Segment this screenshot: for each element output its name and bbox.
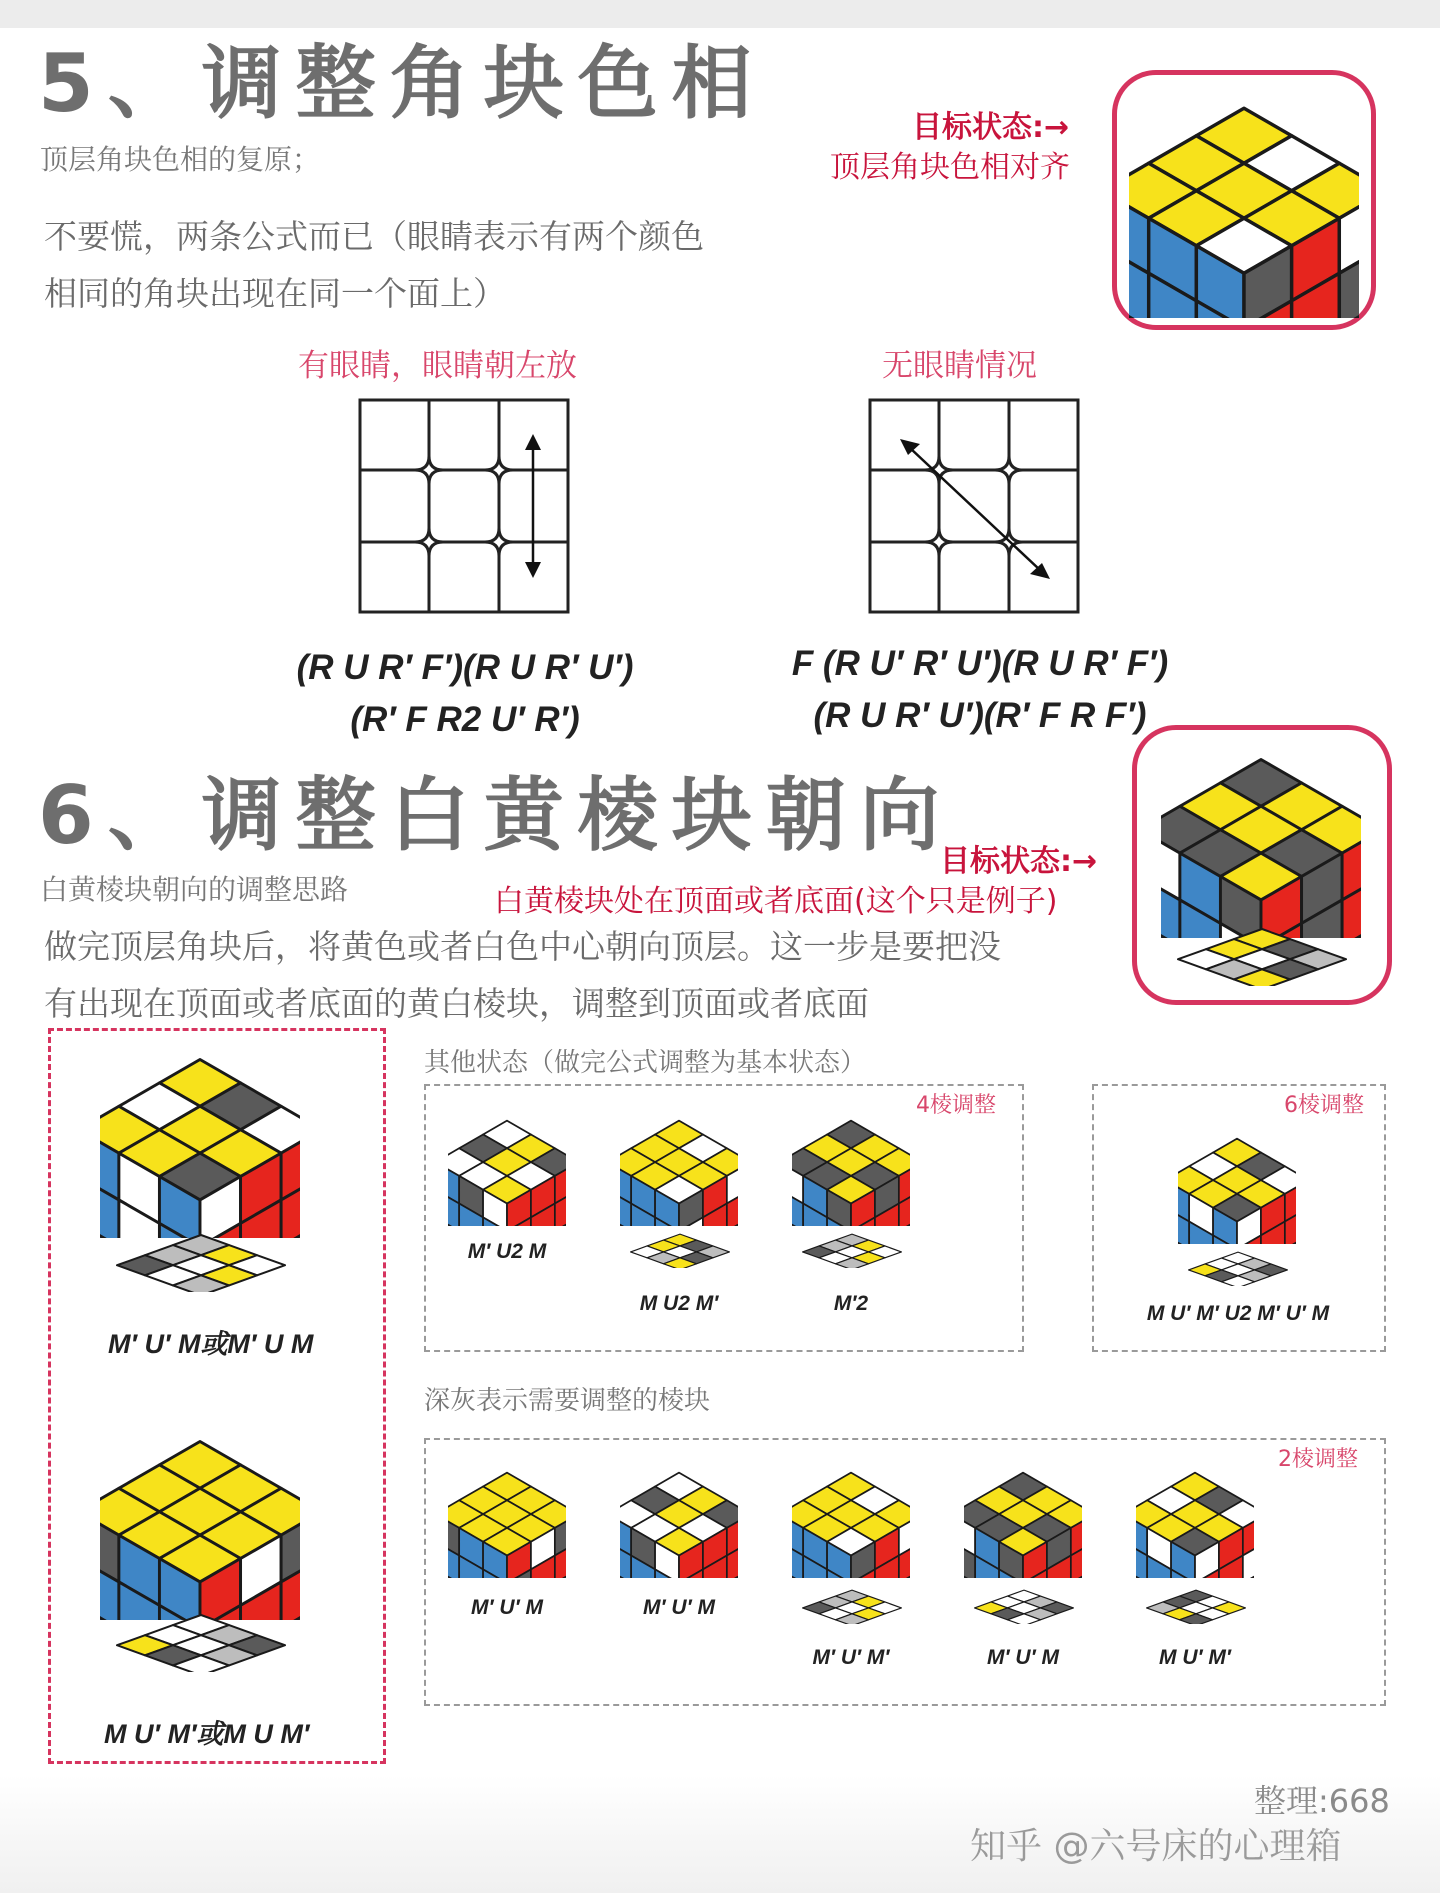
target-bottom-face [1177, 926, 1347, 986]
four-edge-caption-3: M′2 [833, 1292, 869, 1315]
section5-target-title: 目标状态:→ [912, 110, 1070, 145]
two-edge-caption-2: M′ U′ M [643, 1596, 715, 1619]
four-edge-caption-1: M′ U2 M [467, 1240, 547, 1263]
section6-body-line2: 有出现在顶面或者底面的黄白棱块，调整到顶面或者底面 [44, 984, 869, 1023]
two-edge-cube-4 [964, 1460, 1082, 1578]
case-no-eyes-formula-line1: F (R U′ R′ U′)(R U R′ F′) [791, 644, 1169, 683]
case-eyes-label: 有眼睛，眼睛朝左放 [298, 348, 577, 384]
basic-caption-2: M U′ M′或M U M′ [104, 1719, 310, 1749]
basic-bottom-2 [116, 1612, 286, 1672]
four-edge-caption-2: M U2 M′ [639, 1292, 719, 1315]
section5-title: 5、调整角块色相 [38, 37, 766, 130]
case-eyes-formula-line1: (R U R′ F′)(R U R′ U′) [296, 648, 634, 687]
two-edge-bottom-4 [974, 1588, 1074, 1624]
case-eyes-formula [240, 642, 690, 746]
four-edge-cube-3 [792, 1108, 910, 1226]
six-edge-cube [1178, 1126, 1296, 1244]
section5-subtitle: 顶层角块色相的复原； [40, 143, 321, 176]
section6-target-text: 白黄棱块处在顶面或者底面(这个只是例子) [494, 884, 1058, 919]
dark-grey-note: 深灰表示需要调整的棱块 [424, 1386, 711, 1416]
two-edge-bottom-3 [802, 1588, 902, 1624]
no-eyes-diagram [868, 398, 1080, 614]
six-edge-bottom [1188, 1250, 1288, 1286]
two-edge-caption-4: M′ U′ M [987, 1646, 1059, 1669]
other-state-label: 其他状态（做完公式调整为基本状态） [424, 1048, 867, 1078]
basic-bottom-1 [116, 1232, 286, 1292]
four-edge-bottom-2 [630, 1232, 730, 1268]
two-edge-bottom-5 [1146, 1588, 1246, 1624]
four-edge-label: 4棱调整 [916, 1093, 996, 1118]
two-edge-cube-5 [1136, 1460, 1254, 1578]
section5-target-text: 顶层角块色相对齐 [830, 150, 1070, 185]
top-bar [0, 0, 1440, 28]
target-cube [1129, 83, 1359, 318]
section5-body-line1: 不要慌，两条公式而已（眼睛表示有两个颜色 [44, 217, 704, 256]
section5-body [44, 208, 704, 322]
basic-caption-1: M′ U′ M或M′ U M [108, 1329, 314, 1359]
section6-target-title: 目标状态:→ [940, 844, 1098, 879]
section5-target-frame [1112, 70, 1376, 330]
four-edge-cube-2 [620, 1108, 738, 1226]
target-cube-2 [1161, 738, 1361, 938]
eyes-diagram [358, 398, 570, 614]
section6-title: 6、调整白黄棱块朝向 [38, 769, 954, 862]
six-edge-caption: M U′ M′ U2 M′ U′ M [1146, 1302, 1330, 1325]
two-edge-label: 2棱调整 [1278, 1447, 1358, 1472]
six-edge-label: 6棱调整 [1284, 1093, 1364, 1118]
case-eyes-formula-line2: (R′ F R2 U′ R′) [350, 700, 580, 739]
two-edge-caption-5: M U′ M′ [1159, 1646, 1231, 1669]
footer-credit: 整理:668 [1254, 1782, 1390, 1820]
two-edge-cube-1 [448, 1460, 566, 1578]
two-edge-caption-3: M′ U′ M′ [812, 1646, 890, 1669]
section5-body-line2: 相同的角块出现在同一个面上） [44, 274, 506, 313]
case-no-eyes-formula [770, 638, 1190, 742]
section6-body-line1: 做完顶层角块后，将黄色或者白色中心朝向顶层。这一步是要把没 [44, 927, 1001, 966]
two-edge-caption-1: M′ U′ M [471, 1596, 543, 1619]
case-no-eyes-formula-line2: (R U R′ U′)(R′ F R F′) [813, 696, 1147, 735]
case-no-eyes-label: 无眼睛情况 [882, 348, 1037, 384]
basic-cube-1 [100, 1038, 300, 1238]
two-edge-cube-2 [620, 1460, 738, 1578]
section6-body [44, 918, 1001, 1032]
basic-cube-2 [100, 1420, 300, 1620]
footer-source: 知乎 @六号床的心理箱 [970, 1826, 1342, 1867]
section6-subtitle: 白黄棱块朝向的调整思路 [40, 873, 349, 906]
four-edge-cube-1 [448, 1108, 566, 1226]
section6-target-frame [1132, 725, 1392, 1005]
four-edge-bottom-3 [802, 1232, 902, 1268]
two-edge-cube-3 [792, 1460, 910, 1578]
